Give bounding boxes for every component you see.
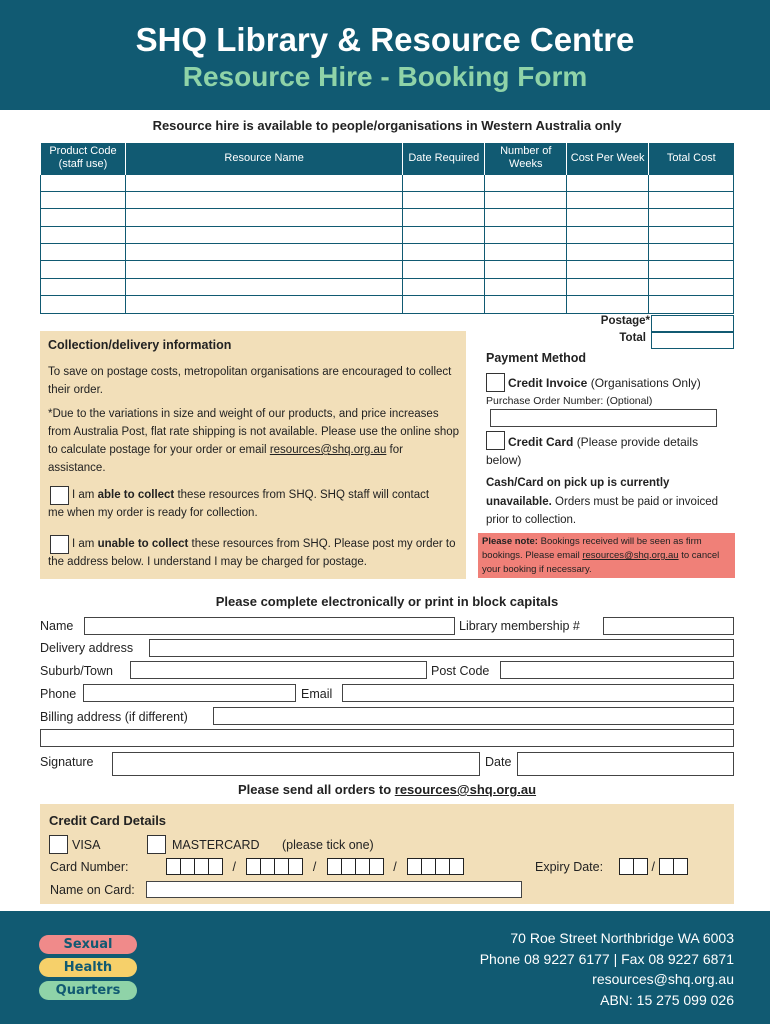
opt2-b: unable to collect: [97, 538, 189, 550]
col-number-of-weeks: Number of Weeks: [485, 143, 567, 174]
table-cell[interactable]: [649, 209, 734, 226]
details-heading: Please complete electronically or print in block capitals: [215, 594, 559, 609]
footer-contact: [480, 928, 734, 1010]
table-cell[interactable]: [485, 226, 567, 243]
email-input[interactable]: [342, 684, 734, 702]
table-row: [41, 261, 734, 278]
page-title: SHQ Library & Resource Centre: [135, 21, 635, 58]
name-on-card-input[interactable]: [146, 881, 522, 898]
name-input[interactable]: [84, 617, 455, 635]
note-email-link[interactable]: resources@shq.org.au: [582, 550, 679, 561]
opt1-a: I am: [72, 489, 95, 501]
billing-input[interactable]: [213, 707, 734, 725]
sep-1: /: [232, 860, 236, 874]
table-cell[interactable]: [567, 244, 649, 261]
table-row: [41, 226, 734, 243]
table-cell[interactable]: [41, 278, 126, 295]
credit-card-label: [486, 433, 726, 469]
collection-panel: [40, 331, 466, 579]
email-label: Email: [301, 687, 333, 701]
table-row: [41, 209, 734, 226]
sep-3: /: [393, 860, 397, 874]
po-label: Purchase Order Number: (Optional): [486, 395, 653, 407]
total-label: Total: [619, 332, 646, 344]
cash-notice-rest: Orders must be paid or invoiced prior to collection.: [486, 495, 719, 526]
table-cell[interactable]: [649, 296, 734, 313]
tick-one-note: (please tick one): [282, 838, 374, 852]
resource-table: [40, 143, 734, 314]
postage-input[interactable]: [651, 315, 734, 332]
col-resource-name: Resource Name: [125, 143, 402, 174]
table-cell[interactable]: [485, 191, 567, 208]
table-cell[interactable]: [649, 191, 734, 208]
sep-2: /: [312, 860, 317, 874]
card-number-group-3[interactable]: [327, 858, 383, 875]
table-cell[interactable]: [485, 209, 567, 226]
card-number-group-4[interactable]: [407, 858, 463, 875]
collection-para1: To save on postage costs, metropolitan organisations are encouraged to collect their order.: [48, 366, 452, 396]
table-cell[interactable]: [567, 174, 649, 191]
delivery-label: Delivery address: [40, 641, 134, 655]
table-cell[interactable]: [485, 296, 567, 313]
send-orders-email-link[interactable]: resources@shq.org.au: [394, 782, 537, 797]
table-cell[interactable]: [649, 226, 734, 243]
table-row: [41, 244, 734, 261]
card-title: Credit Card Details: [49, 813, 167, 828]
table-cell[interactable]: [403, 244, 485, 261]
visa-checkbox[interactable]: [49, 835, 68, 854]
logo-health: Health: [39, 958, 137, 977]
table-cell[interactable]: [41, 209, 126, 226]
table-intro: Resource hire is available to people/organisations in Western Australia only: [152, 118, 622, 133]
collection-title: Collection/delivery information: [48, 338, 232, 352]
booking-note: [478, 533, 735, 578]
table-cell[interactable]: [567, 209, 649, 226]
table-cell[interactable]: [403, 261, 485, 278]
page-header: [0, 0, 770, 110]
table-cell[interactable]: [567, 296, 649, 313]
billing-input-line2[interactable]: [40, 729, 734, 747]
table-cell[interactable]: [403, 174, 485, 191]
opt2-c: these resources from SHQ. Please post my order to the address below. I understand I may be charged for postage.: [48, 538, 456, 568]
table-cell[interactable]: [403, 209, 485, 226]
table-cell[interactable]: [567, 261, 649, 278]
expiry-sep: /: [651, 860, 655, 874]
signature-input[interactable]: [112, 752, 480, 776]
col-cost-per-week: Cost Per Week: [567, 143, 649, 174]
credit-invoice-note: (Organisations Only): [590, 376, 701, 390]
card-number-group-1[interactable]: [166, 858, 222, 875]
table-cell[interactable]: [649, 244, 734, 261]
total-input[interactable]: [651, 332, 734, 349]
expiry-label: Expiry Date:: [535, 860, 604, 874]
library-input[interactable]: [603, 617, 734, 635]
table-cell[interactable]: [41, 296, 126, 313]
postcode-input[interactable]: [500, 661, 734, 679]
col-date-required: Date Required: [403, 143, 485, 174]
postage-label: Postage*: [600, 315, 650, 327]
table-cell[interactable]: [41, 226, 126, 243]
able-to-collect-label: [48, 486, 448, 522]
table-cell[interactable]: [41, 244, 126, 261]
collection-email-link[interactable]: resources@shq.org.au: [269, 444, 387, 456]
suburb-input[interactable]: [130, 661, 427, 679]
unable-to-collect-label: [48, 535, 462, 571]
table-cell[interactable]: [485, 278, 567, 295]
table-cell[interactable]: [567, 226, 649, 243]
table-cell[interactable]: [125, 226, 402, 243]
table-cell[interactable]: [649, 261, 734, 278]
note-text-end: to cancel your booking if necessary.: [482, 550, 720, 575]
table-cell[interactable]: [125, 209, 402, 226]
footer-abn: ABN: 15 275 099 026: [600, 991, 734, 1008]
card-number-digits: [166, 858, 463, 876]
table-cell[interactable]: [649, 174, 734, 191]
table-cell[interactable]: [125, 174, 402, 191]
visa-label: VISA: [72, 838, 101, 852]
page-footer: [0, 911, 770, 1024]
collection-para2-text: *Due to the variations in size and weight of our products, and price increases from Australia Post, flat rate shipping is not available. Please use the online shop to calculate postage for your order or email: [48, 408, 460, 456]
footer-phone: Phone 08 9227 6177 | Fax 08 9227 6871: [479, 950, 734, 967]
cash-notice: [486, 474, 726, 530]
name-label: Name: [40, 619, 74, 633]
credit-invoice-label: [508, 376, 701, 390]
note-bold: Please note:: [482, 536, 538, 547]
send-orders-line: [40, 782, 734, 797]
table-row: [41, 278, 734, 295]
col-product-code: Product Code (staff use): [41, 143, 126, 174]
suburb-label: Suburb/Town: [40, 664, 113, 678]
table-cell[interactable]: [125, 296, 402, 313]
cash-notice-bold: Cash/Card on pick up is currently unavailable.: [486, 477, 670, 508]
table-header-row: [41, 143, 734, 174]
mastercard-label: MASTERCARD: [172, 838, 260, 852]
col-total-cost: Total Cost: [649, 143, 734, 174]
table-cell[interactable]: [125, 278, 402, 295]
phone-label: Phone: [40, 687, 77, 701]
opt1-c: these resources from SHQ. SHQ staff will contact me when my order is ready for collection.: [48, 489, 430, 519]
delivery-input[interactable]: [149, 639, 734, 657]
library-label: Library membership #: [459, 619, 580, 633]
po-number-input[interactable]: [490, 409, 717, 427]
date-label: Date: [485, 755, 512, 769]
table-cell[interactable]: [485, 261, 567, 278]
credit-card-panel: [40, 804, 734, 904]
table-cell[interactable]: [485, 174, 567, 191]
table-cell[interactable]: [125, 244, 402, 261]
table-cell[interactable]: [567, 191, 649, 208]
credit-invoice-text: Credit Invoice: [508, 376, 588, 390]
send-orders-text: Please send all orders to: [237, 782, 392, 797]
table-cell[interactable]: [125, 191, 402, 208]
payment-title: Payment Method: [486, 351, 587, 365]
table-cell[interactable]: [403, 296, 485, 313]
page-subtitle: Resource Hire - Booking Form: [182, 61, 588, 92]
name-on-card-label: Name on Card:: [50, 883, 135, 897]
note-text: Bookings received will be seen as firm bookings. Please email: [482, 536, 702, 561]
logo-sexual: Sexual: [39, 935, 137, 954]
table-row: [41, 191, 734, 208]
table-cell[interactable]: [485, 244, 567, 261]
collection-para2: [48, 405, 460, 477]
table-cell[interactable]: [41, 191, 126, 208]
billing-label: Billing address (if different): [40, 710, 188, 724]
signature-label: Signature: [40, 755, 94, 769]
postcode-label: Post Code: [431, 664, 490, 678]
table-cell[interactable]: [41, 174, 126, 191]
card-number-label: Card Number:: [50, 860, 129, 874]
logo-quarters: Quarters: [39, 981, 137, 1000]
table-cell[interactable]: [41, 261, 126, 278]
opt2-a: I am: [72, 538, 95, 550]
footer-email[interactable]: resources@shq.org.au: [592, 971, 734, 987]
table-row: [41, 296, 734, 313]
date-input[interactable]: [517, 752, 734, 776]
table-cell[interactable]: [567, 278, 649, 295]
mastercard-checkbox[interactable]: [147, 835, 166, 854]
credit-card-text: Credit Card: [508, 435, 574, 449]
credit-card-note: (Please provide details below): [486, 435, 699, 467]
table-cell[interactable]: [125, 261, 402, 278]
card-number-group-2[interactable]: [246, 858, 302, 875]
footer-address: 70 Roe Street Northbridge WA 6003: [510, 930, 734, 946]
table-cell[interactable]: [403, 278, 485, 295]
opt1-b: able to collect: [97, 489, 175, 501]
phone-input[interactable]: [83, 684, 296, 702]
table-cell[interactable]: [403, 226, 485, 243]
credit-invoice-checkbox[interactable]: [486, 373, 505, 392]
expiry-digits[interactable]: [619, 858, 687, 876]
table-cell[interactable]: [649, 278, 734, 295]
collection-para2-end: for assistance.: [48, 444, 403, 474]
table-cell[interactable]: [403, 191, 485, 208]
table-row: [41, 174, 734, 191]
